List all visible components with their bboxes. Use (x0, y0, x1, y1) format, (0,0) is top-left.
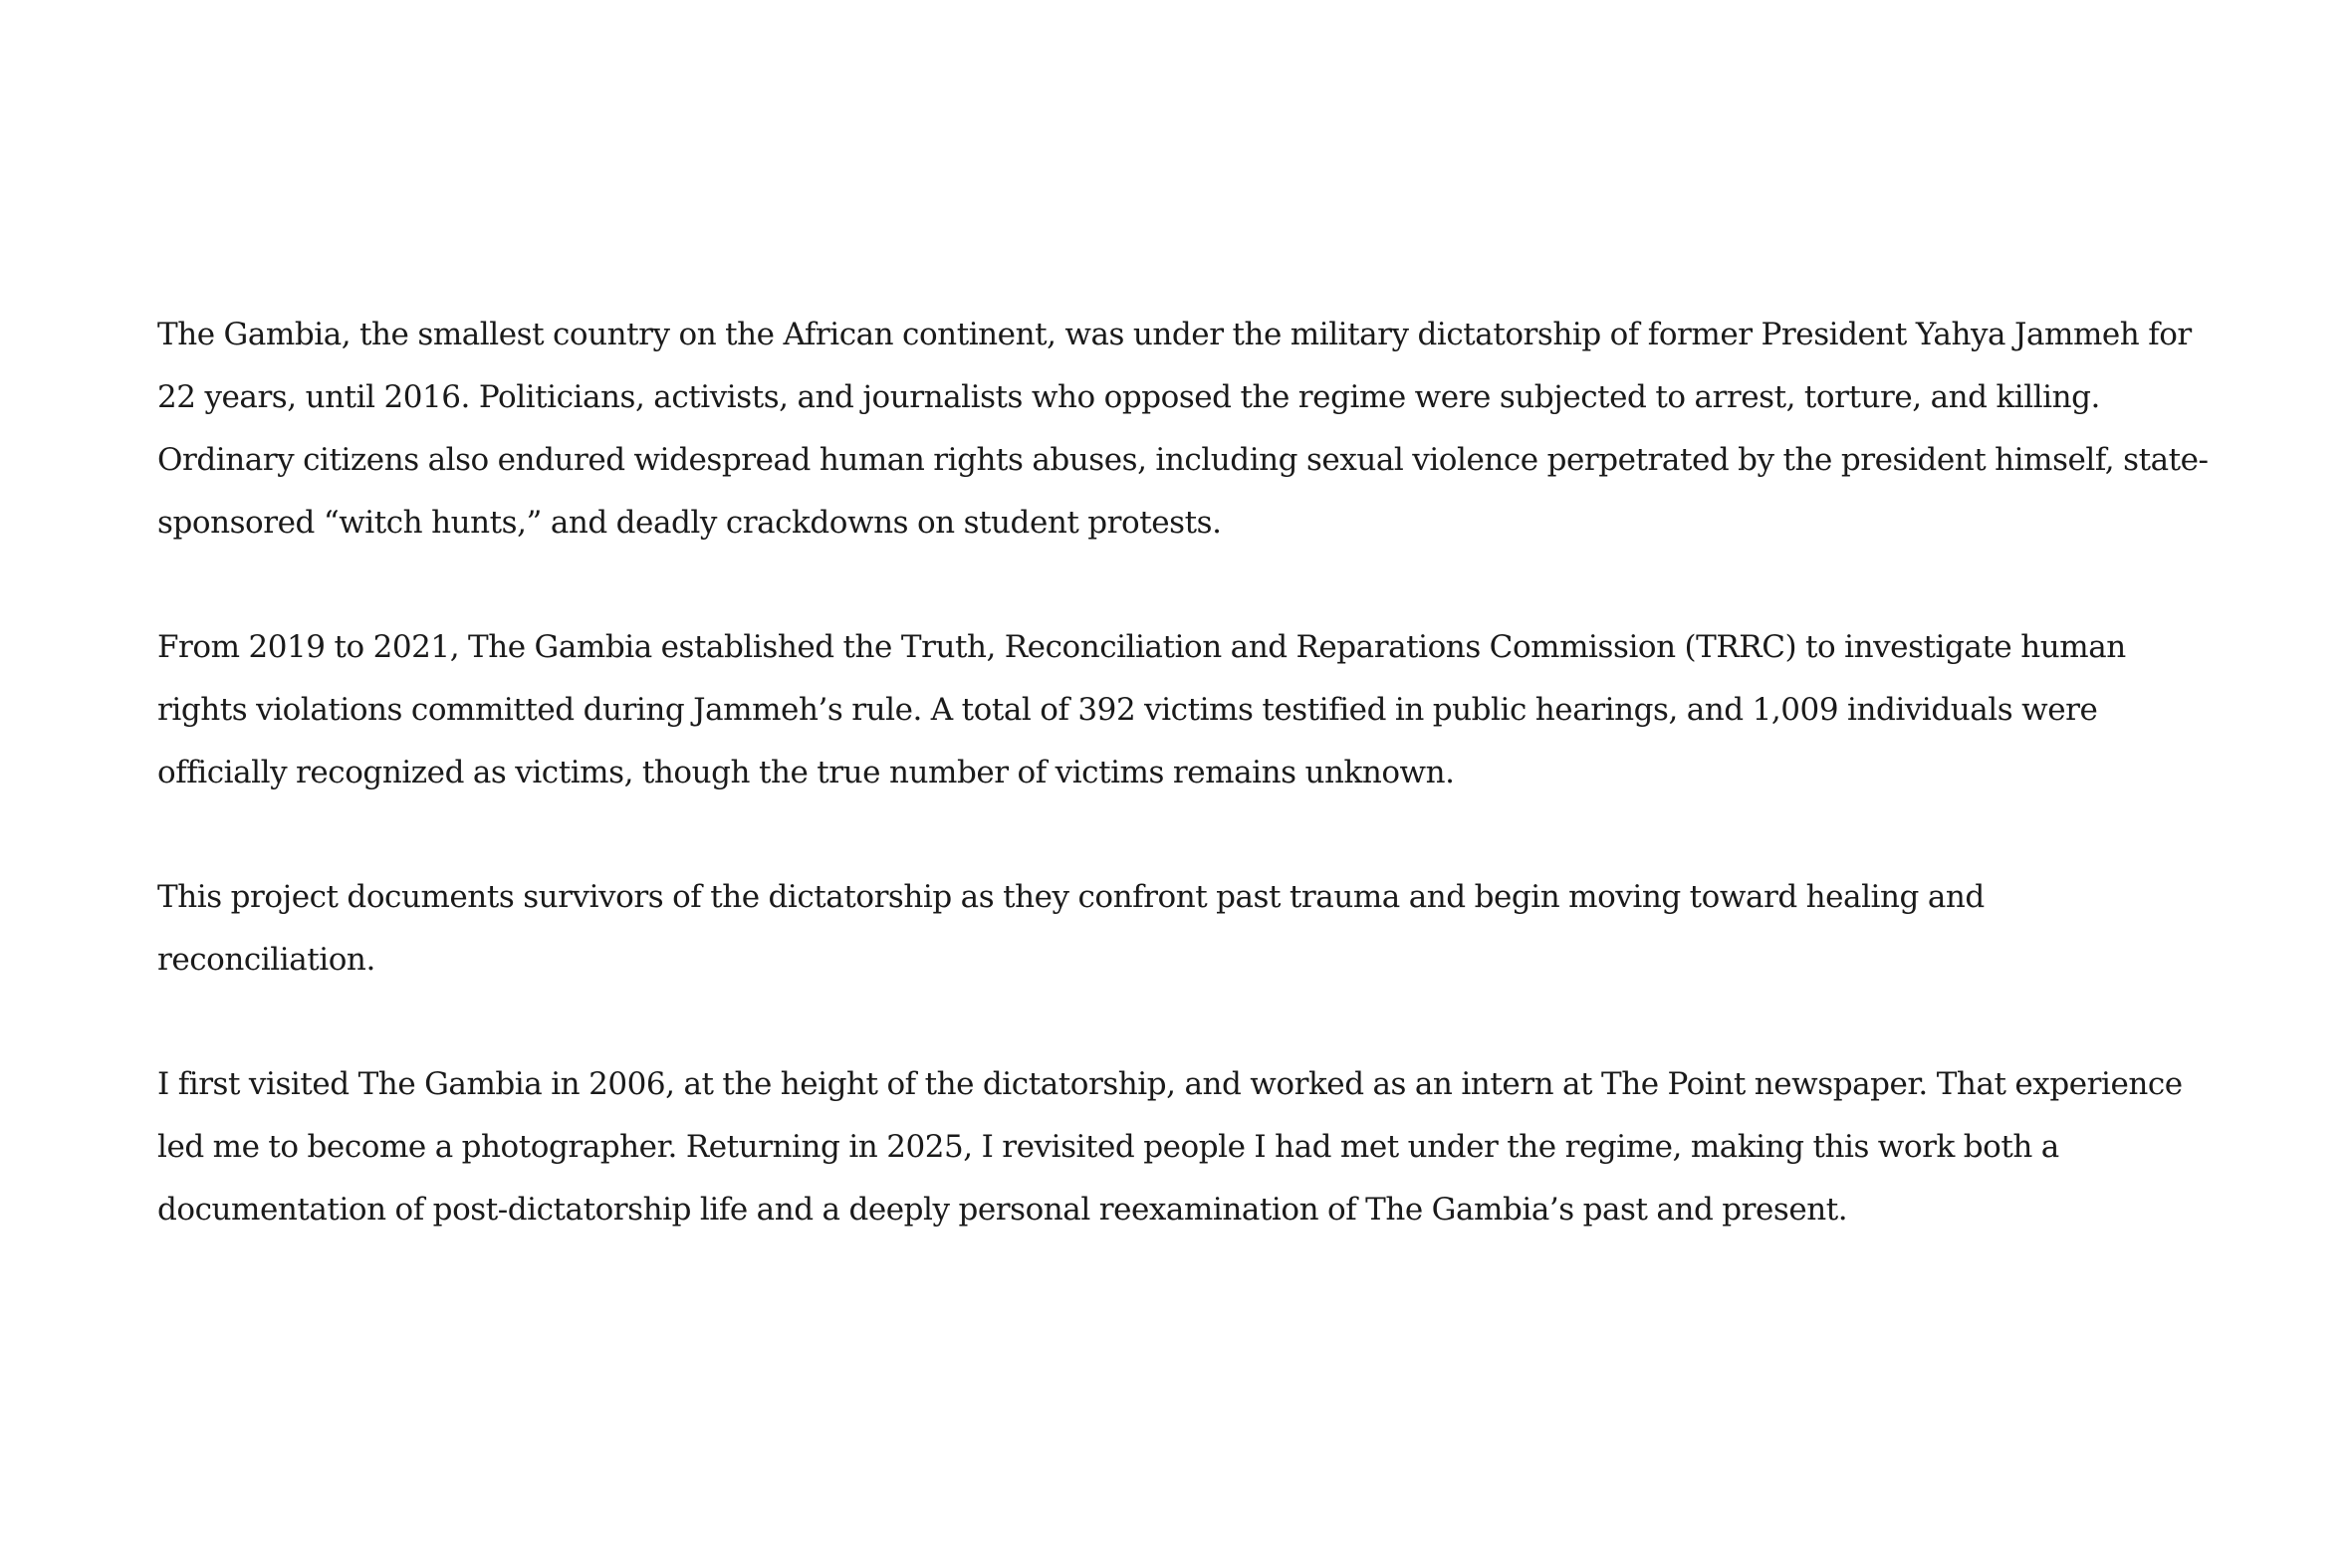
paragraph-personal: I first visited The Gambia in 2006, at the height of the dictatorship, and worked as an intern at The Point newspaper. That experience led me to become a photographer. Returning in 2025, I revisited people I had met under the regime, making this work both a documentation of post-dictatorship life and a deeply personal reexamination of The Gambia’s past and present. (157, 1066, 2183, 1228)
paragraph-trrc: From 2019 to 2021, The Gambia established the Truth, Reconciliation and Reparations Commission (TRRC) to investigate human rights violations committed during Jammeh’s rule. A total of 392 victims testified in public hearings, and 1,009 individuals were officially recognized as victims, though the true number of victims remains unknown. (157, 629, 2126, 790)
body-text (157, 304, 2209, 1241)
paragraph-project: This project documents survivors of the dictatorship as they confront past trauma and begin moving toward healing and reconciliation. (157, 879, 1985, 978)
paragraph-intro: The Gambia, the smallest country on the African continent, was under the military dictatorship of former President Yahya Jammeh for 22 years, until 2016. Politicians, activists, and journalists who opposed the regime were subjected to arrest, torture, and killing. Ordinary citizens also endured widespread human rights abuses, including sexual violence perpetrated by the president himself, state-sponsored “witch hunts,” and deadly crackdowns on student protests. (157, 317, 2209, 541)
